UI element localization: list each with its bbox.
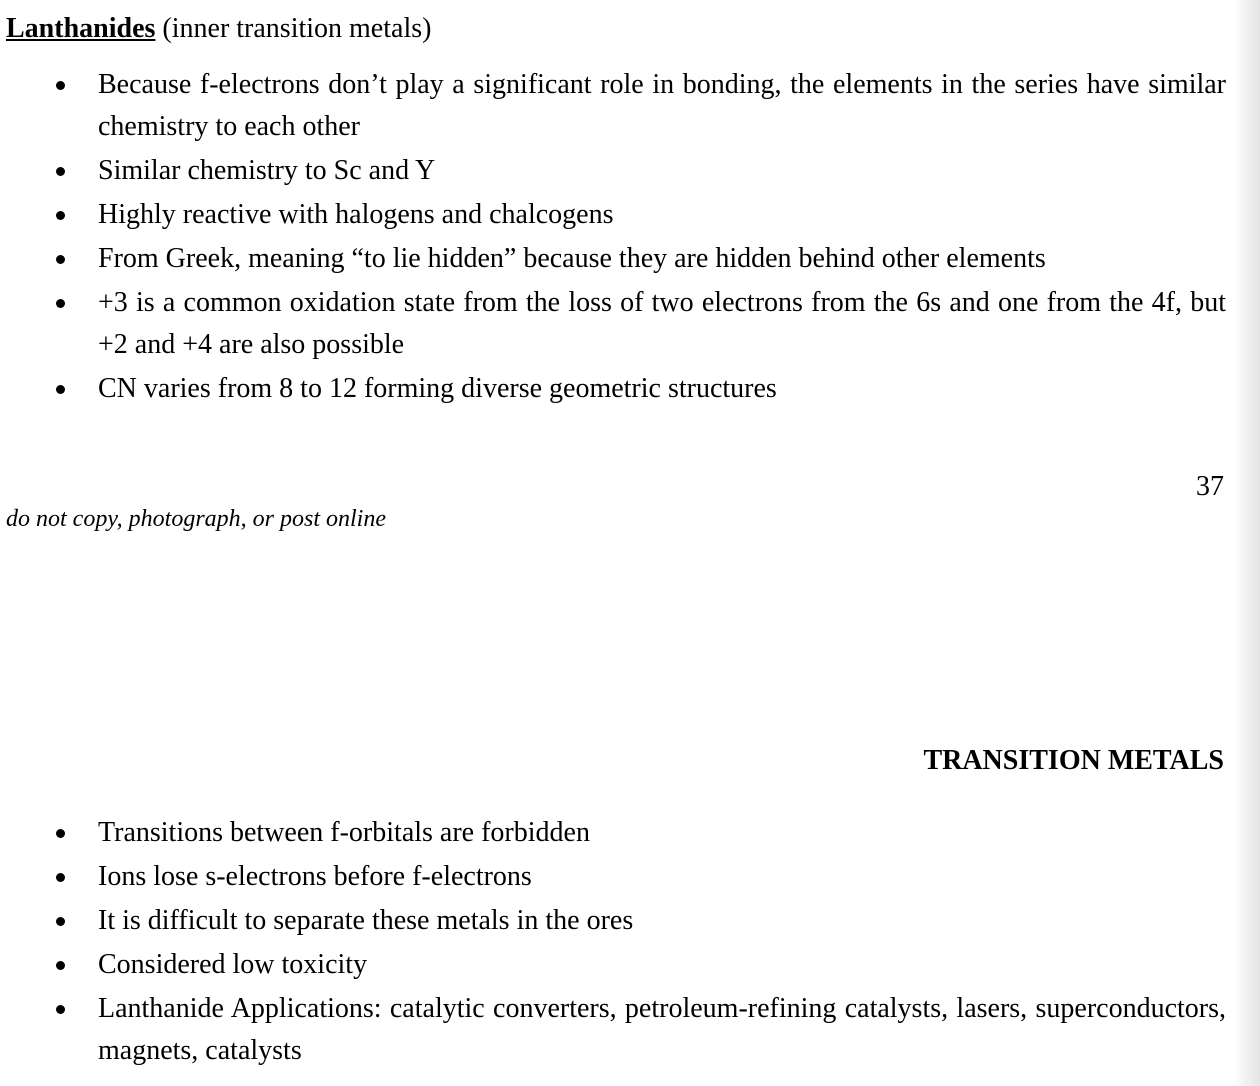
bullet-item bbox=[56, 282, 1226, 366]
heading-term: Lanthanides bbox=[6, 13, 156, 44]
bullet-dot-icon bbox=[56, 961, 65, 970]
bullet-dot-icon bbox=[56, 211, 65, 220]
bullet-item bbox=[56, 238, 1226, 280]
bullet-text: Because f-electrons don’t play a significant role in bonding, the elements in the series have similar chemistry to each other bbox=[98, 69, 1226, 142]
bullet-text: Considered low toxicity bbox=[98, 949, 368, 980]
bullet-item bbox=[56, 368, 1226, 410]
footer-note: do not copy, photograph, or post online bbox=[6, 506, 386, 532]
bullet-item bbox=[56, 64, 1226, 148]
bullet-text: It is difficult to separate these metals in the ores bbox=[98, 905, 634, 936]
bullet-text: Similar chemistry to Sc and Y bbox=[98, 155, 436, 186]
bullet-text: Lanthanide Applications: catalytic converters, petroleum-refining catalysts, lasers, superconductors, magnets, catalysts bbox=[98, 993, 1226, 1066]
page-edge-shadow bbox=[1234, 0, 1260, 1086]
bullet-dot-icon bbox=[56, 917, 65, 926]
lanthanides-bullet-list-continued bbox=[56, 812, 1226, 1074]
bullet-text: From Greek, meaning “to lie hidden” because they are hidden behind other elements bbox=[98, 243, 1046, 274]
section-heading bbox=[6, 12, 431, 46]
bullet-dot-icon bbox=[56, 1005, 65, 1014]
bullet-dot-icon bbox=[56, 385, 65, 394]
bullet-dot-icon bbox=[56, 873, 65, 882]
bullet-dot-icon bbox=[56, 299, 65, 308]
bullet-item bbox=[56, 812, 1226, 854]
bullet-item bbox=[56, 194, 1226, 236]
bullet-item bbox=[56, 944, 1226, 986]
heading-subtitle: (inner transition metals) bbox=[162, 13, 432, 44]
running-header: TRANSITION METALS bbox=[923, 745, 1224, 776]
bullet-item bbox=[56, 988, 1226, 1072]
bullet-item bbox=[56, 856, 1226, 898]
bullet-dot-icon bbox=[56, 167, 65, 176]
bullet-dot-icon bbox=[56, 81, 65, 90]
bullet-dot-icon bbox=[56, 255, 65, 264]
bullet-text: Highly reactive with halogens and chalcogens bbox=[98, 199, 614, 230]
bullet-text: +3 is a common oxidation state from the loss of two electrons from the 6s and one from the 4f, but +2 and +4 are also possible bbox=[98, 287, 1226, 360]
lanthanides-bullet-list bbox=[56, 64, 1226, 412]
bullet-text: CN varies from 8 to 12 forming diverse geometric structures bbox=[98, 373, 777, 404]
bullet-text: Transitions between f-orbitals are forbidden bbox=[98, 817, 590, 848]
bullet-item bbox=[56, 150, 1226, 192]
page-number: 37 bbox=[1196, 471, 1224, 502]
bullet-text: Ions lose s-electrons before f-electrons bbox=[98, 861, 532, 892]
bullet-item bbox=[56, 900, 1226, 942]
bullet-dot-icon bbox=[56, 829, 65, 838]
